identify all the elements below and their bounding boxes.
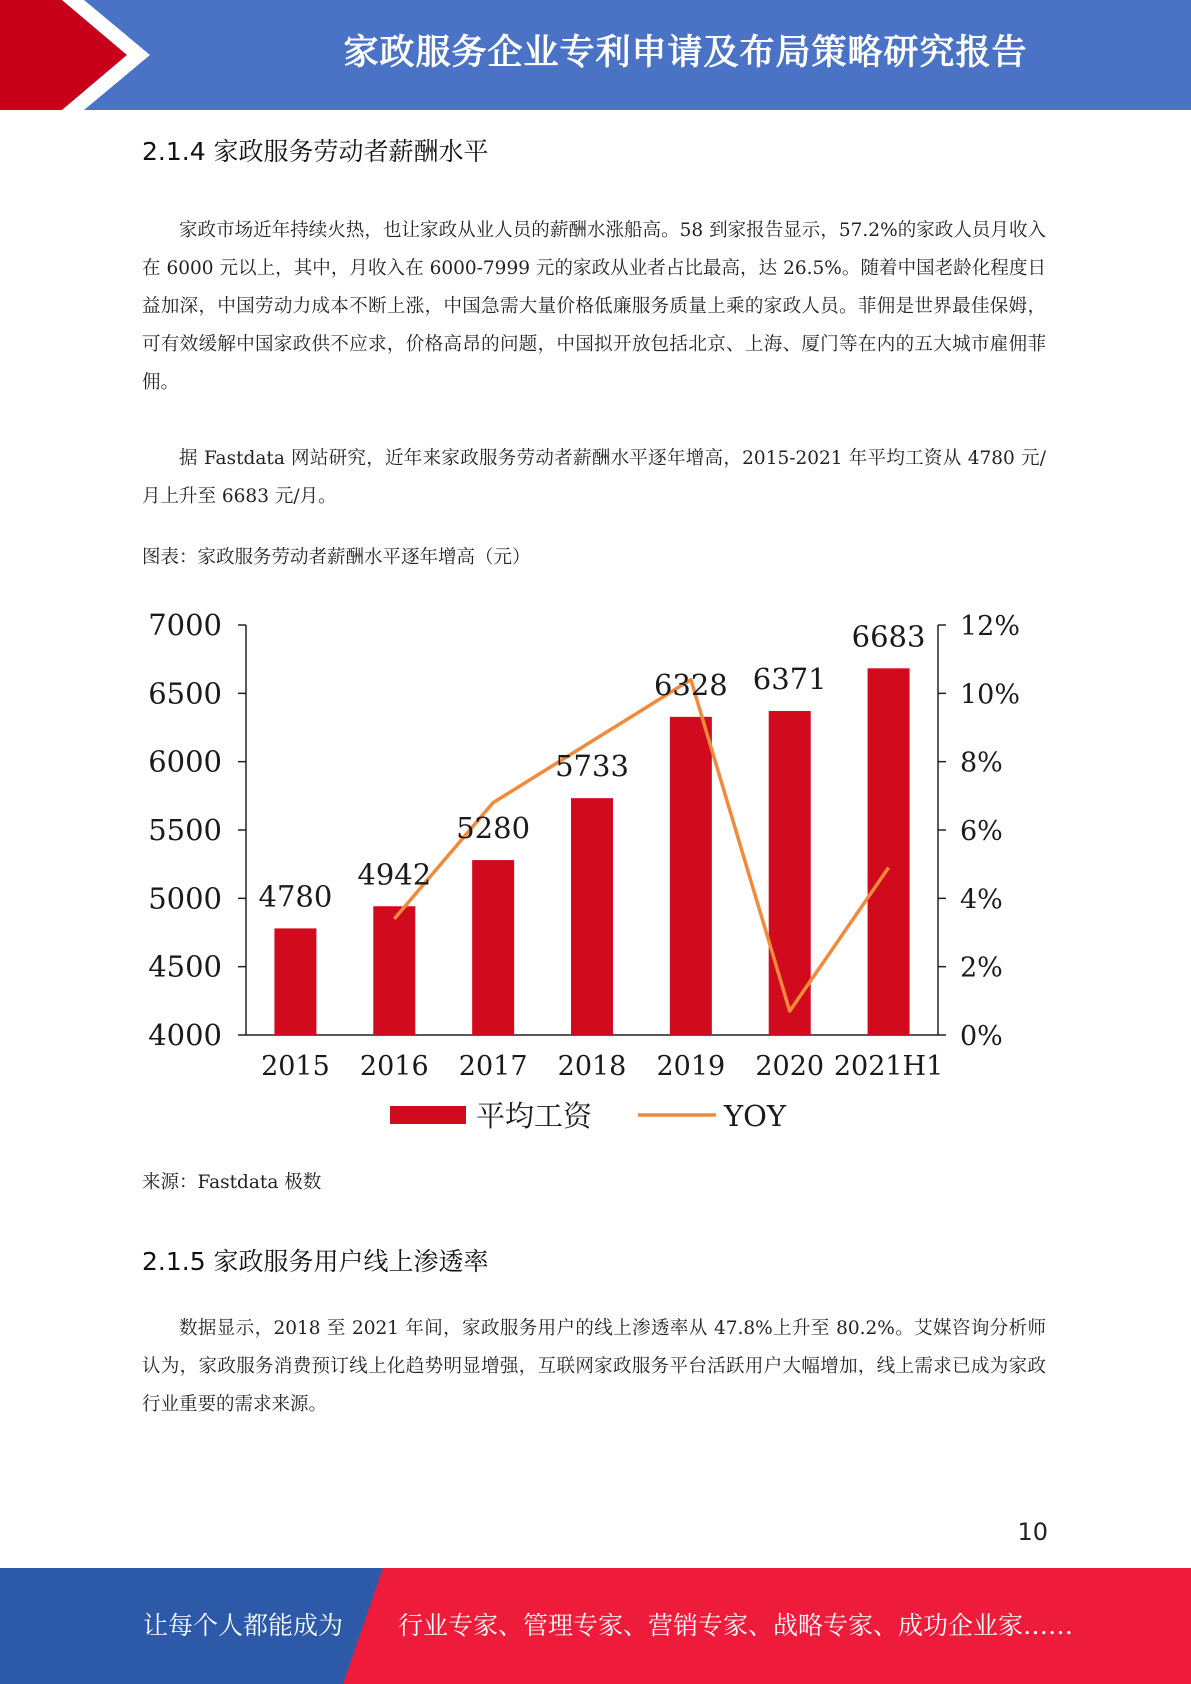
x-tick-label: 2016 (359, 1051, 429, 1082)
left-tick-label: 4500 (148, 949, 222, 984)
bar (571, 798, 613, 1035)
paragraph-salary-intro: 家政市场近年持续火热，也让家政从业人员的薪酬水涨船高。58 到家报告显示，57.2%的家政人员月收入在 6000 元以上，其中，月收入在 6000-7999 元的家政从业者占比最高，达 26.5%。随着中国老龄化程度日益加深，中国劳动力成本不断上涨，中国急需大量价格低廉服务质量上乘的家政人员。菲佣是世界最佳保姆，可有效缓解中国家政供不应求，价格高昂的问题，中国拟开放包括北京、上海、厦门等在内的五大城市雇佣菲佣。 (142, 220, 1046, 393)
footer-slogan-left: 让每个人都能成为 (143, 1611, 344, 1640)
bar (769, 711, 811, 1035)
bar-value-label: 4942 (357, 857, 432, 892)
x-tick-label: 2019 (656, 1051, 726, 1082)
header-title: 家政服务企业专利申请及布局策略研究报告 (343, 33, 1028, 73)
x-tick-label: 2020 (755, 1051, 825, 1082)
x-tick-label: 2017 (458, 1051, 528, 1082)
bar (670, 717, 712, 1035)
footer-slogan-right: 行业专家、管理专家、营销专家、战略专家、成功企业家…… (398, 1611, 1074, 1640)
bar-value-label: 5280 (456, 811, 531, 846)
bar-value-label: 6328 (653, 667, 728, 702)
legend-label-yoy: YOY (724, 1099, 787, 1133)
right-tick-label: 12% (960, 611, 1021, 642)
left-tick-label: 6000 (148, 744, 222, 779)
section-heading-salary: 2.1.4 家政服务劳动者薪酬水平 (142, 137, 489, 166)
legend-swatch-salary (390, 1106, 466, 1124)
left-tick-label: 6500 (148, 676, 222, 711)
page-footer (0, 1568, 1191, 1684)
right-tick-label: 2% (960, 952, 1003, 984)
left-tick-label: 7000 (148, 608, 222, 642)
x-tick-label: 2021H1 (833, 1051, 944, 1082)
x-tick-label: 2018 (557, 1051, 627, 1082)
page-number: 10 (1017, 1518, 1048, 1546)
chart-bars (274, 668, 909, 1035)
section-heading-online: 2.1.5 家政服务用户线上渗透率 (142, 1247, 489, 1276)
left-tick-label: 4000 (148, 1018, 222, 1052)
bar-value-label: 6371 (752, 661, 827, 696)
right-tick-label: 10% (960, 679, 1021, 711)
bar (472, 860, 514, 1035)
x-tick-label: 2015 (261, 1051, 330, 1082)
bar (373, 906, 415, 1035)
paragraph-online-penetration: 数据显示，2018 至 2021 年间，家政服务用户的线上渗透率从 47.8%上升至 80.2%。艾媒咨询分析师认为，家政服务消费预订线上化趋势明显增强，互联网家政服务平台活跃用户大幅增加，线上需求已成为家政行业重要的需求来源。 (142, 1318, 1046, 1415)
bar (868, 668, 910, 1035)
right-tick-label: 8% (960, 747, 1003, 779)
chart-yoy-line (394, 680, 888, 1011)
salary-chart (142, 595, 1042, 1160)
yoy-line (394, 680, 888, 1011)
page-header (0, 0, 1191, 110)
paragraph-fastdata: 据 Fastdata 网站研究，近年来家政服务劳动者薪酬水平逐年增高，2015-2021 年平均工资从 4780 元/月上升至 6683 元/月。 (142, 448, 1046, 507)
left-tick-label: 5500 (148, 813, 222, 847)
header-chevron-decoration (0, 0, 200, 110)
legend-label-salary: 平均工资 (476, 1099, 593, 1133)
right-tick-label: 0% (960, 1021, 1003, 1052)
right-tick-label: 6% (960, 816, 1003, 847)
chart-source: 来源：Fastdata 极数 (142, 1172, 322, 1193)
bar (274, 928, 316, 1035)
bar-value-label: 6683 (851, 619, 926, 654)
right-tick-label: 4% (960, 884, 1003, 916)
chart-caption: 图表：家政服务劳动者薪酬水平逐年增高（元） (142, 547, 531, 568)
bar-value-label: 5733 (555, 749, 629, 784)
left-tick-label: 5000 (148, 881, 222, 916)
chart-legend (390, 1099, 787, 1133)
bar-value-label: 4780 (258, 879, 333, 914)
